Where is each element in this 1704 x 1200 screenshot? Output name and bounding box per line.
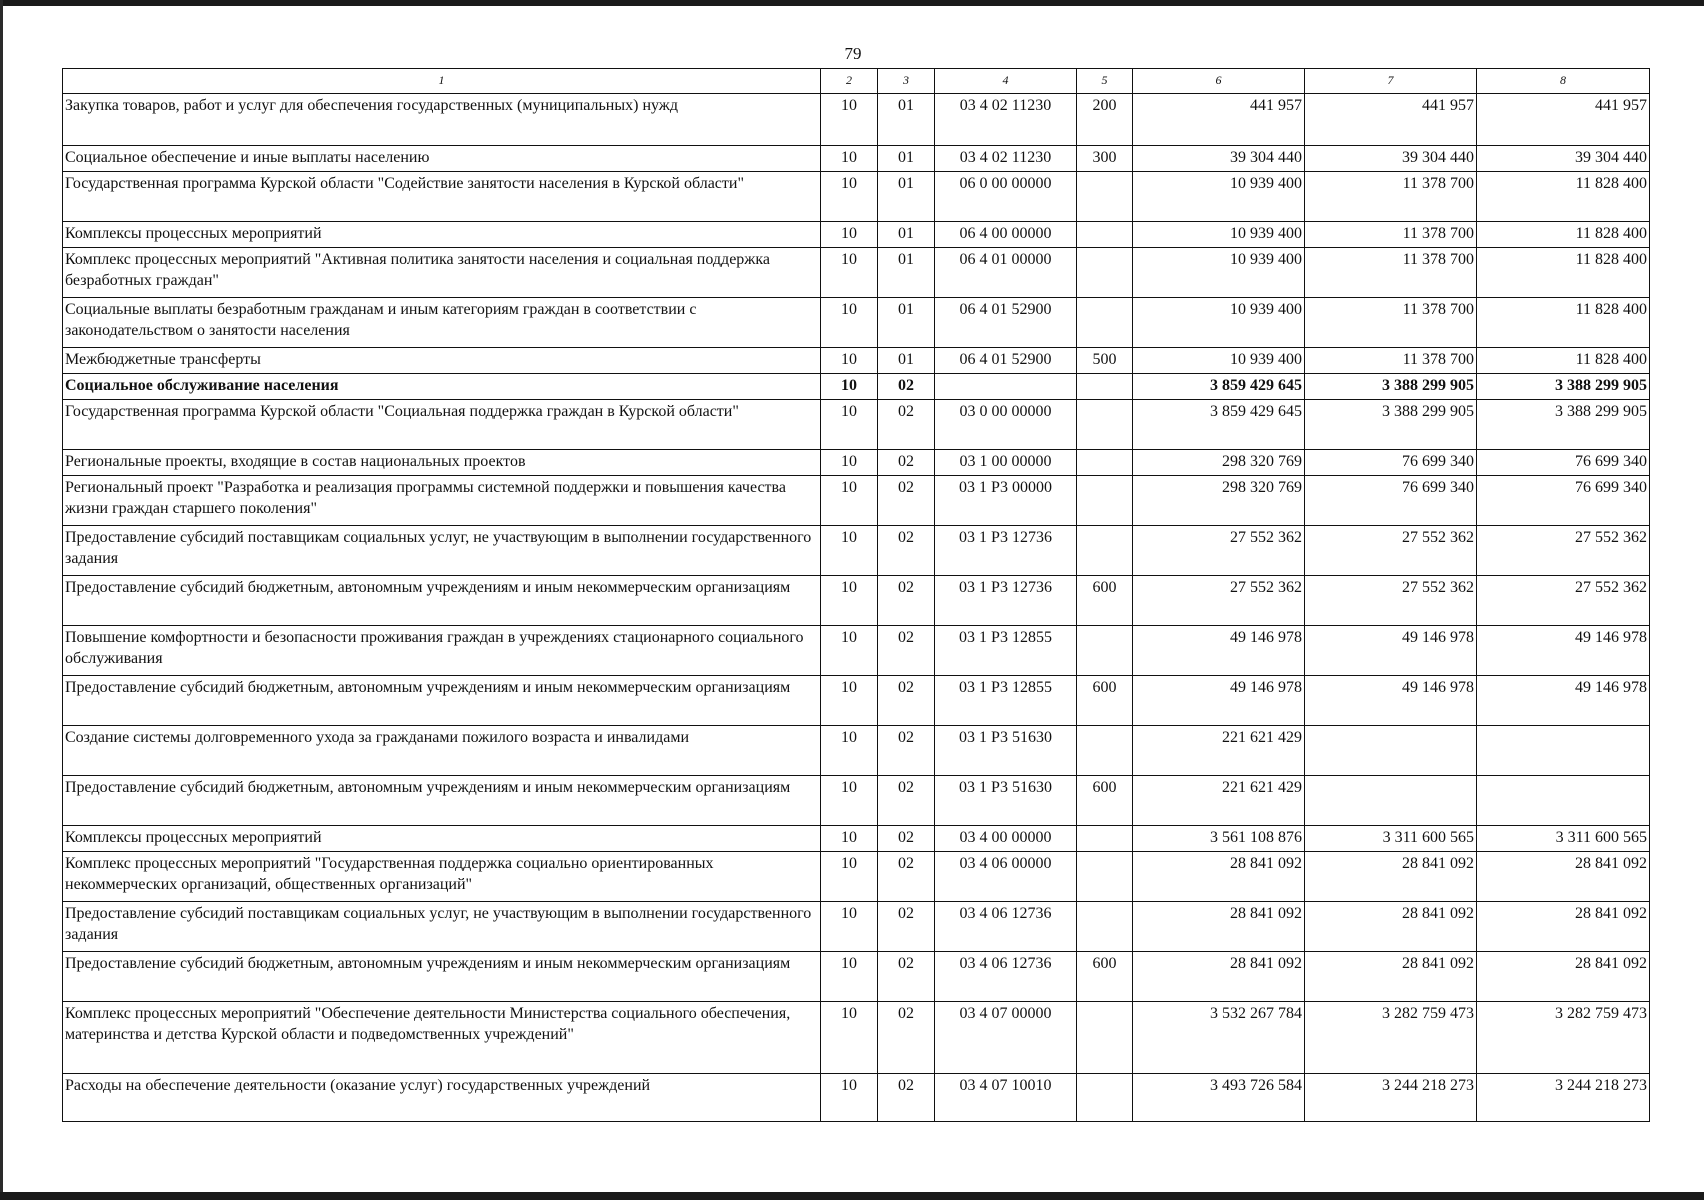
target-article-code-cell: 03 4 07 10010: [935, 1074, 1077, 1122]
amount-col6-cell: 39 304 440: [1133, 146, 1305, 172]
top-scan-border: [0, 0, 1704, 6]
amount-col8-cell: 3 388 299 905: [1477, 400, 1650, 450]
amount-col7-cell: 3 282 759 473: [1305, 1002, 1477, 1074]
table-row: [63, 348, 1650, 374]
target-article-code-cell: 06 4 00 00000: [935, 222, 1077, 248]
target-article-code-cell: 03 1 P3 51630: [935, 776, 1077, 826]
amount-col7-cell: 39 304 440: [1305, 146, 1477, 172]
amount-col8-cell: 28 841 092: [1477, 952, 1650, 1002]
row-name-cell: Комплекс процессных мероприятий "Обеспечение деятельности Министерства социального обеспечения, материнства и детства Курской области и подведомственных учреждений": [63, 1002, 821, 1074]
row-name-cell: Региональный проект "Разработка и реализация программы системной поддержки и повышения качества жизни граждан старшего поколения": [63, 476, 821, 526]
amount-col8-cell: 49 146 978: [1477, 626, 1650, 676]
subsection-code-cell: 02: [878, 726, 935, 776]
amount-col7-cell: 3 311 600 565: [1305, 826, 1477, 852]
amount-col6-cell: 27 552 362: [1133, 576, 1305, 626]
amount-col7-cell: 49 146 978: [1305, 626, 1477, 676]
section-code-cell: 10: [821, 576, 878, 626]
section-code-cell: 10: [821, 222, 878, 248]
expense-type-code-cell: [1077, 476, 1133, 526]
section-code-cell: 10: [821, 1002, 878, 1074]
expense-type-code-cell: [1077, 298, 1133, 348]
target-article-code-cell: 03 4 06 12736: [935, 902, 1077, 952]
amount-col6-cell: 10 939 400: [1133, 172, 1305, 222]
subsection-code-cell: 02: [878, 852, 935, 902]
target-article-code-cell: 03 1 P3 12736: [935, 526, 1077, 576]
expense-type-code-cell: 600: [1077, 676, 1133, 726]
section-code-cell: 10: [821, 826, 878, 852]
amount-col8-cell: 49 146 978: [1477, 676, 1650, 726]
row-name-cell: Предоставление субсидий поставщикам социальных услуг, не участвующим в выполнении государственного задания: [63, 902, 821, 952]
amount-col8-cell: 11 828 400: [1477, 222, 1650, 248]
subsection-code-cell: 02: [878, 902, 935, 952]
section-code-cell: 10: [821, 1074, 878, 1122]
page-number: 79: [844, 44, 862, 63]
row-name-cell: Предоставление субсидий бюджетным, автономным учреждениям и иным некоммерческим организациям: [63, 952, 821, 1002]
row-name-cell: Комплексы процессных мероприятий: [63, 222, 821, 248]
subsection-code-cell: 01: [878, 298, 935, 348]
amount-col8-cell: 441 957: [1477, 94, 1650, 146]
table-row: [63, 626, 1650, 676]
amount-col8-cell: 27 552 362: [1477, 576, 1650, 626]
amount-col8-cell: 3 311 600 565: [1477, 826, 1650, 852]
row-name-cell: Предоставление субсидий бюджетным, автономным учреждениям и иным некоммерческим организациям: [63, 776, 821, 826]
subsection-code-cell: 02: [878, 676, 935, 726]
amount-col7-cell: 28 841 092: [1305, 902, 1477, 952]
table-row: [63, 576, 1650, 626]
expense-type-code-cell: 200: [1077, 94, 1133, 146]
row-name-cell: Комплекс процессных мероприятий "Активная политика занятости населения и социальная поддержка безработных граждан": [63, 248, 821, 298]
amount-col6-cell: 28 841 092: [1133, 902, 1305, 952]
section-code-cell: 10: [821, 298, 878, 348]
target-article-code-cell: 03 0 00 00000: [935, 400, 1077, 450]
subsection-code-cell: 02: [878, 1002, 935, 1074]
subsection-code-cell: 02: [878, 1074, 935, 1122]
subsection-code-cell: 02: [878, 626, 935, 676]
amount-col7-cell: 11 378 700: [1305, 172, 1477, 222]
row-name-cell: Социальное обеспечение и иные выплаты населению: [63, 146, 821, 172]
amount-col7-cell: 76 699 340: [1305, 476, 1477, 526]
table-row: [63, 902, 1650, 952]
table-row: [63, 94, 1650, 146]
amount-col7-cell: 27 552 362: [1305, 576, 1477, 626]
section-code-cell: 10: [821, 526, 878, 576]
column-header: 4: [935, 69, 1077, 94]
subsection-code-cell: 02: [878, 400, 935, 450]
row-name-cell: Межбюджетные трансферты: [63, 348, 821, 374]
amount-col6-cell: 10 939 400: [1133, 348, 1305, 374]
column-number-header-row: [63, 69, 1650, 94]
table-row: [63, 526, 1650, 576]
amount-col8-cell: 76 699 340: [1477, 476, 1650, 526]
column-header: 6: [1133, 69, 1305, 94]
amount-col6-cell: 3 561 108 876: [1133, 826, 1305, 852]
table-row: [63, 172, 1650, 222]
amount-col6-cell: 28 841 092: [1133, 952, 1305, 1002]
row-name-cell: Социальные выплаты безработным гражданам и иным категориям граждан в соответствии с законодательством о занятости населения: [63, 298, 821, 348]
target-article-code-cell: 03 4 02 11230: [935, 94, 1077, 146]
expense-type-code-cell: 600: [1077, 576, 1133, 626]
target-article-code-cell: 03 1 P3 00000: [935, 476, 1077, 526]
amount-col6-cell: 49 146 978: [1133, 676, 1305, 726]
row-name-cell: Региональные проекты, входящие в состав национальных проектов: [63, 450, 821, 476]
expense-type-code-cell: [1077, 526, 1133, 576]
table-row: [63, 450, 1650, 476]
target-article-code-cell: 03 1 P3 12736: [935, 576, 1077, 626]
target-article-code-cell: 06 4 01 52900: [935, 298, 1077, 348]
amount-col7-cell: 441 957: [1305, 94, 1477, 146]
amount-col8-cell: [1477, 726, 1650, 776]
expense-type-code-cell: 300: [1077, 146, 1133, 172]
amount-col7-cell: 11 378 700: [1305, 248, 1477, 298]
table-row: [63, 222, 1650, 248]
table-body: [63, 94, 1650, 1122]
table-row: [63, 676, 1650, 726]
table-row: [63, 776, 1650, 826]
left-scan-border: [0, 0, 3, 1200]
column-header: 3: [878, 69, 935, 94]
amount-col6-cell: 49 146 978: [1133, 626, 1305, 676]
amount-col6-cell: 221 621 429: [1133, 726, 1305, 776]
section-code-cell: 10: [821, 902, 878, 952]
table-row: [63, 1074, 1650, 1122]
amount-col6-cell: 441 957: [1133, 94, 1305, 146]
target-article-code-cell: 03 4 07 00000: [935, 1002, 1077, 1074]
table-row: [63, 726, 1650, 776]
target-article-code-cell: 03 4 00 00000: [935, 826, 1077, 852]
section-code-cell: 10: [821, 400, 878, 450]
amount-col6-cell: 3 859 429 645: [1133, 374, 1305, 400]
column-header: 8: [1477, 69, 1650, 94]
subsection-code-cell: 01: [878, 146, 935, 172]
expense-type-code-cell: [1077, 400, 1133, 450]
row-name-cell: Комплекс процессных мероприятий "Государственная поддержка социально ориентированных некоммерческих организаций, общественных организаций": [63, 852, 821, 902]
target-article-code-cell: 03 4 02 11230: [935, 146, 1077, 172]
amount-col6-cell: 10 939 400: [1133, 222, 1305, 248]
target-article-code-cell: 06 0 00 00000: [935, 172, 1077, 222]
expense-type-code-cell: [1077, 826, 1133, 852]
target-article-code-cell: 03 1 P3 51630: [935, 726, 1077, 776]
section-code-cell: 10: [821, 952, 878, 1002]
amount-col6-cell: 298 320 769: [1133, 450, 1305, 476]
column-header: 7: [1305, 69, 1477, 94]
row-name-cell: Предоставление субсидий бюджетным, автономным учреждениям и иным некоммерческим организациям: [63, 676, 821, 726]
expense-type-code-cell: [1077, 726, 1133, 776]
amount-col8-cell: 3 244 218 273: [1477, 1074, 1650, 1122]
subsection-code-cell: 02: [878, 776, 935, 826]
expense-type-code-cell: [1077, 626, 1133, 676]
subsection-code-cell: 01: [878, 248, 935, 298]
table-row: [63, 952, 1650, 1002]
row-name-cell: Повышение комфортности и безопасности проживания граждан в учреждениях стационарного социального обслуживания: [63, 626, 821, 676]
amount-col8-cell: 3 282 759 473: [1477, 1002, 1650, 1074]
bottom-scan-border: [0, 1192, 1704, 1200]
expense-type-code-cell: 500: [1077, 348, 1133, 374]
amount-col7-cell: 3 388 299 905: [1305, 400, 1477, 450]
section-code-cell: 10: [821, 172, 878, 222]
expense-type-code-cell: [1077, 1074, 1133, 1122]
section-code-cell: 10: [821, 146, 878, 172]
table-row: [63, 374, 1650, 400]
subsection-code-cell: 01: [878, 348, 935, 374]
amount-col7-cell: [1305, 726, 1477, 776]
amount-col8-cell: 3 388 299 905: [1477, 374, 1650, 400]
amount-col6-cell: 3 532 267 784: [1133, 1002, 1305, 1074]
subsection-code-cell: 02: [878, 826, 935, 852]
amount-col7-cell: 11 378 700: [1305, 298, 1477, 348]
table-row: [63, 400, 1650, 450]
amount-col8-cell: 11 828 400: [1477, 248, 1650, 298]
expense-type-code-cell: 600: [1077, 952, 1133, 1002]
column-header: 5: [1077, 69, 1133, 94]
row-name-cell: Социальное обслуживание населения: [63, 374, 821, 400]
amount-col6-cell: 10 939 400: [1133, 298, 1305, 348]
target-article-code-cell: [935, 374, 1077, 400]
target-article-code-cell: 03 1 00 00000: [935, 450, 1077, 476]
amount-col8-cell: 39 304 440: [1477, 146, 1650, 172]
amount-col8-cell: 11 828 400: [1477, 172, 1650, 222]
target-article-code-cell: 03 1 P3 12855: [935, 676, 1077, 726]
amount-col6-cell: 3 859 429 645: [1133, 400, 1305, 450]
amount-col7-cell: 3 388 299 905: [1305, 374, 1477, 400]
subsection-code-cell: 02: [878, 526, 935, 576]
row-name-cell: Создание системы долговременного ухода за гражданами пожилого возраста и инвалидами: [63, 726, 821, 776]
target-article-code-cell: 03 4 06 00000: [935, 852, 1077, 902]
amount-col7-cell: 76 699 340: [1305, 450, 1477, 476]
subsection-code-cell: 01: [878, 172, 935, 222]
amount-col6-cell: 221 621 429: [1133, 776, 1305, 826]
amount-col7-cell: 11 378 700: [1305, 222, 1477, 248]
amount-col8-cell: 11 828 400: [1477, 348, 1650, 374]
subsection-code-cell: 01: [878, 94, 935, 146]
expense-type-code-cell: 600: [1077, 776, 1133, 826]
column-header: 1: [63, 69, 821, 94]
amount-col7-cell: 28 841 092: [1305, 852, 1477, 902]
table-row: [63, 476, 1650, 526]
table-row: [63, 146, 1650, 172]
expense-type-code-cell: [1077, 374, 1133, 400]
row-name-cell: Государственная программа Курской области "Содействие занятости населения в Курской области": [63, 172, 821, 222]
expense-type-code-cell: [1077, 1002, 1133, 1074]
amount-col8-cell: 28 841 092: [1477, 852, 1650, 902]
subsection-code-cell: 02: [878, 952, 935, 1002]
subsection-code-cell: 02: [878, 476, 935, 526]
table-row: [63, 852, 1650, 902]
row-name-cell: Расходы на обеспечение деятельности (оказание услуг) государственных учреждений: [63, 1074, 821, 1122]
row-name-cell: Комплексы процессных мероприятий: [63, 826, 821, 852]
row-name-cell: Государственная программа Курской области "Социальная поддержка граждан в Курской области": [63, 400, 821, 450]
section-code-cell: 10: [821, 852, 878, 902]
table-row: [63, 248, 1650, 298]
target-article-code-cell: 06 4 01 52900: [935, 348, 1077, 374]
amount-col8-cell: 28 841 092: [1477, 902, 1650, 952]
row-name-cell: Предоставление субсидий поставщикам социальных услуг, не участвующим в выполнении государственного задания: [63, 526, 821, 576]
budget-table: [62, 68, 1650, 1122]
section-code-cell: 10: [821, 348, 878, 374]
section-code-cell: 10: [821, 450, 878, 476]
table-row: [63, 1002, 1650, 1074]
amount-col6-cell: 27 552 362: [1133, 526, 1305, 576]
amount-col8-cell: [1477, 776, 1650, 826]
row-name-cell: Предоставление субсидий бюджетным, автономным учреждениям и иным некоммерческим организациям: [63, 576, 821, 626]
column-header: 2: [821, 69, 878, 94]
table-row: [63, 298, 1650, 348]
section-code-cell: 10: [821, 626, 878, 676]
expense-type-code-cell: [1077, 852, 1133, 902]
amount-col8-cell: 76 699 340: [1477, 450, 1650, 476]
amount-col7-cell: 28 841 092: [1305, 952, 1477, 1002]
section-code-cell: 10: [821, 94, 878, 146]
section-code-cell: 10: [821, 676, 878, 726]
subsection-code-cell: 02: [878, 374, 935, 400]
section-code-cell: 10: [821, 248, 878, 298]
expense-type-code-cell: [1077, 248, 1133, 298]
amount-col6-cell: 10 939 400: [1133, 248, 1305, 298]
target-article-code-cell: 06 4 01 00000: [935, 248, 1077, 298]
subsection-code-cell: 02: [878, 576, 935, 626]
row-name-cell: Закупка товаров, работ и услуг для обеспечения государственных (муниципальных) нужд: [63, 94, 821, 146]
amount-col7-cell: [1305, 776, 1477, 826]
target-article-code-cell: 03 1 P3 12855: [935, 626, 1077, 676]
table-row: [63, 826, 1650, 852]
section-code-cell: 10: [821, 726, 878, 776]
amount-col7-cell: 3 244 218 273: [1305, 1074, 1477, 1122]
target-article-code-cell: 03 4 06 12736: [935, 952, 1077, 1002]
expense-type-code-cell: [1077, 902, 1133, 952]
amount-col7-cell: 27 552 362: [1305, 526, 1477, 576]
subsection-code-cell: 02: [878, 450, 935, 476]
expense-type-code-cell: [1077, 450, 1133, 476]
subsection-code-cell: 01: [878, 222, 935, 248]
expense-type-code-cell: [1077, 172, 1133, 222]
section-code-cell: 10: [821, 776, 878, 826]
section-code-cell: 10: [821, 476, 878, 526]
amount-col7-cell: 49 146 978: [1305, 676, 1477, 726]
expense-type-code-cell: [1077, 222, 1133, 248]
amount-col8-cell: 27 552 362: [1477, 526, 1650, 576]
section-code-cell: 10: [821, 374, 878, 400]
amount-col6-cell: 3 493 726 584: [1133, 1074, 1305, 1122]
amount-col6-cell: 28 841 092: [1133, 852, 1305, 902]
amount-col6-cell: 298 320 769: [1133, 476, 1305, 526]
amount-col7-cell: 11 378 700: [1305, 348, 1477, 374]
amount-col8-cell: 11 828 400: [1477, 298, 1650, 348]
